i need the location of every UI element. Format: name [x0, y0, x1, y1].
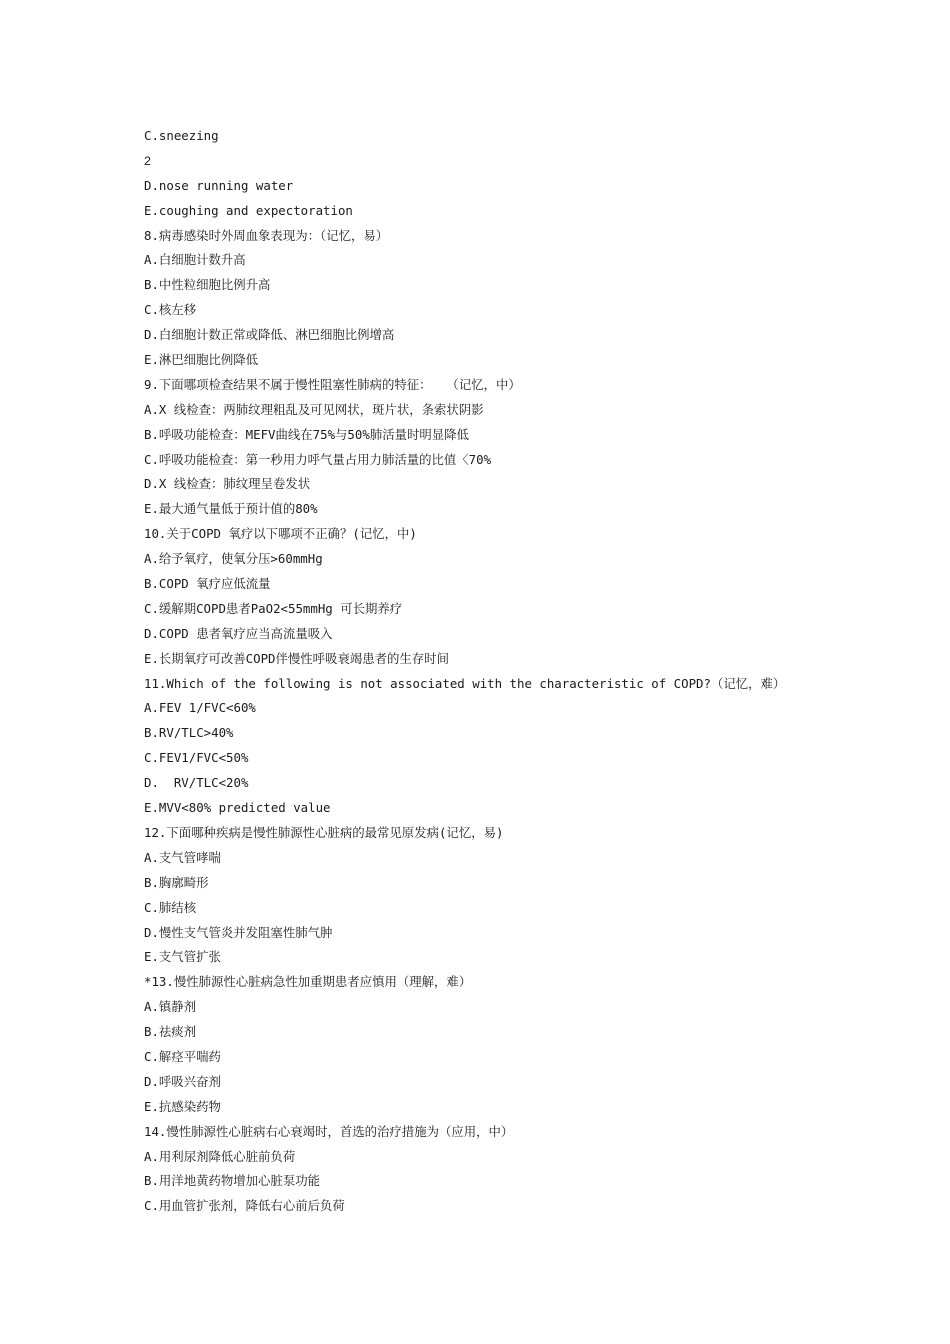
- page-number: 2: [144, 153, 151, 168]
- option-line: D.呼吸兴奋剂: [144, 1073, 221, 1089]
- document-body: [144, 124, 904, 1219]
- option-line: E.支气管扩张: [144, 949, 221, 965]
- option-line: B.RV/TLC>40%: [144, 725, 234, 741]
- question-line: 11.Which of the following is not associated with the characteristic of COPD?（记忆，难）: [144, 675, 786, 691]
- option-line: C.sneezing: [144, 128, 219, 143]
- question-line: *13.慢性肺源性心脏病急性加重期患者应慎用（理解，难）: [144, 974, 472, 990]
- option-line: A.FEV 1/FVC<60%: [144, 700, 256, 716]
- option-line: D.白细胞计数正常或降低、淋巴细胞比例增高: [144, 327, 395, 343]
- option-line: C.用血管扩张剂，降低右心前后负荷: [144, 1198, 345, 1214]
- option-line: A.X 线检查：两肺纹理粗乱及可见网状，斑片状，条索状阴影: [144, 401, 484, 417]
- option-line: B.用洋地黄药物增加心脏泵功能: [144, 1173, 320, 1189]
- option-line: A.用利尿剂降低心脏前负荷: [144, 1148, 296, 1164]
- option-line: C.肺结核: [144, 899, 197, 915]
- question-line: 14.慢性肺源性心脏病右心衰竭时，首选的治疗措施为（应用，中）: [144, 1123, 514, 1139]
- question-line: 10.关于COPD 氧疗以下哪项不正确？(记忆，中): [144, 526, 417, 542]
- option-line: A.镇静剂: [144, 999, 197, 1015]
- option-line: A.给予氧疗，使氧分压>60mmHg: [144, 551, 323, 567]
- option-line: B.COPD 氧疗应低流量: [144, 576, 271, 592]
- option-line: E.MVV<80% predicted value: [144, 800, 331, 816]
- option-line: D.COPD 患者氧疗应当高流量吸入: [144, 625, 333, 641]
- question-line: 12.下面哪种疾病是慢性肺源性心脏病的最常见原发病(记忆，易): [144, 824, 504, 840]
- option-line: B.呼吸功能检查：MEFV曲线在75%与50%肺活量时明显降低: [144, 426, 469, 442]
- option-line: C.呼吸功能检查：第一秒用力呼气量占用力肺活量的比值〈70%: [144, 451, 492, 467]
- option-line: C.核左移: [144, 302, 197, 318]
- question-line: 9.下面哪项检查结果不属于慢性阻塞性肺病的特征： （记忆，中）: [144, 376, 521, 392]
- option-line: E.抗感染药物: [144, 1098, 221, 1114]
- option-line: D.X 线检查：肺纹理呈卷发状: [144, 476, 311, 492]
- option-line: B.祛痰剂: [144, 1024, 197, 1040]
- option-line: E.coughing and expectoration: [144, 202, 353, 218]
- option-line: A.白细胞计数升高: [144, 252, 246, 268]
- option-line: C.FEV1/FVC<50%: [144, 750, 249, 766]
- option-line: B.胸廓畸形: [144, 874, 209, 890]
- option-line: A.支气管哮喘: [144, 849, 221, 865]
- option-line: D. RV/TLC<20%: [144, 775, 249, 791]
- option-line: E.最大通气量低于预计值的80%: [144, 501, 318, 517]
- option-line: D.慢性支气管炎并发阻塞性肺气肿: [144, 924, 333, 940]
- option-line: E.长期氧疗可改善COPD伴慢性呼吸衰竭患者的生存时间: [144, 650, 449, 666]
- option-line: C.缓解期COPD患者PaO2<55mmHg 可长期养疗: [144, 600, 403, 616]
- question-line: 8.病毒感染时外周血象表现为：（记忆，易）: [144, 227, 389, 243]
- option-line: D.nose running water: [144, 177, 294, 193]
- option-line: B.中性粒细胞比例升高: [144, 277, 271, 293]
- option-line: C.解痉平喘药: [144, 1048, 221, 1064]
- option-line: E.淋巴细胞比例降低: [144, 352, 259, 368]
